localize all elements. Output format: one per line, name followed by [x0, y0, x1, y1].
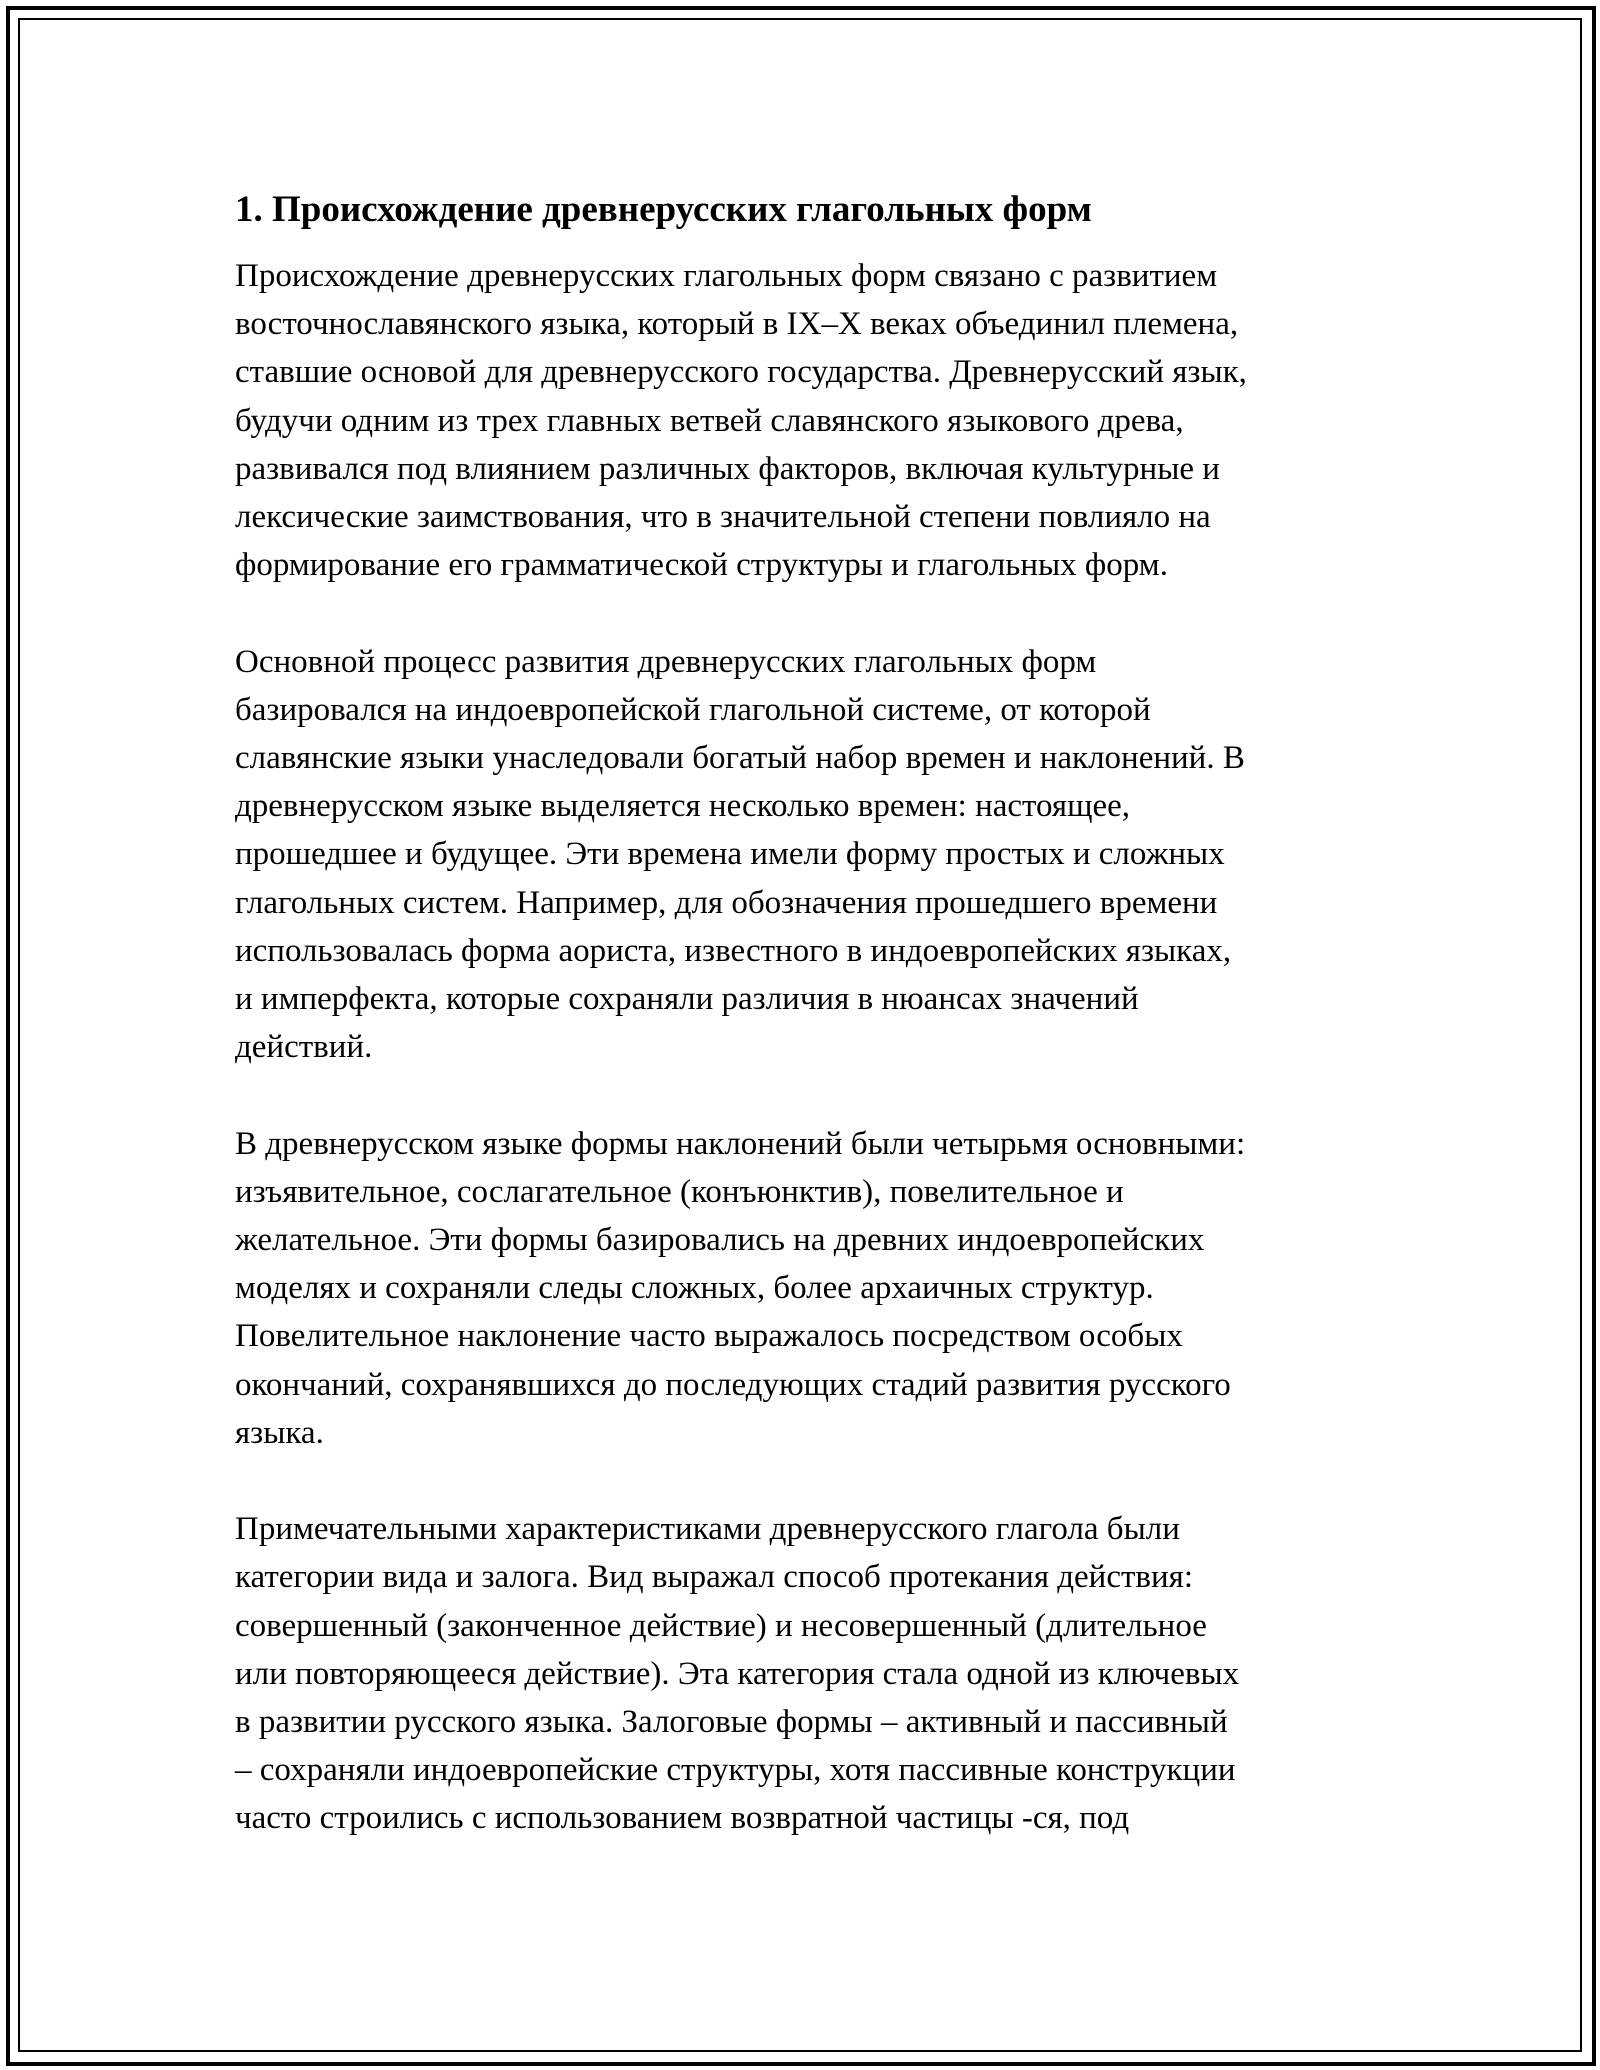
paragraph-3 [235, 1120, 1375, 1457]
text-line: окончаний, сохранявшихся до последующих стадий развития русского [235, 1366, 1231, 1403]
text-line: Примечательными характеристиками древнерусского глагола были [235, 1511, 1180, 1548]
text-line: прошедшее и будущее. Эти времена имели форму простых и сложных [235, 836, 1225, 873]
text-line: языка. [235, 1414, 324, 1451]
text-line: лексические заимствования, что в значительной степени повлияло на [235, 499, 1211, 536]
section-heading: 1. Происхождение древнерусских глагольных форм [235, 189, 1092, 230]
text-line: Основной процесс развития древнерусских глагольных форм [235, 643, 1097, 680]
text-line: древнерусском языке выделяется несколько времен: настоящее, [235, 788, 1131, 825]
text-line: в развитии русского языка. Залоговые формы – активный и пассивный [235, 1704, 1228, 1741]
paragraph-4 [235, 1505, 1375, 1842]
text-line: или повторяющееся действие). Эта категория стала одной из ключевых [235, 1655, 1240, 1692]
text-line: часто строились с использованием возвратной частицы -ся, под [235, 1800, 1130, 1837]
text-line: использовалась форма аориста, известного в индоевропейских языках, [235, 932, 1232, 969]
text-line: формирование его грамматической структуры и глагольных форм. [235, 547, 1168, 584]
text-line: желательное. Эти формы базировались на древних индоевропейских [235, 1222, 1205, 1259]
document-body [235, 186, 1375, 1891]
text-line: ставшие основой для древнерусского государства. Древнерусский язык, [235, 354, 1247, 391]
text-line: совершенный (законченное действие) и несовершенный (длительное [235, 1607, 1207, 1644]
text-line: изъявительное, сослагательное (конъюнктив), повелительное и [235, 1173, 1124, 1210]
text-line: категории вида и залога. Вид выражал способ протекания действия: [235, 1559, 1193, 1596]
text-line: будучи одним из трех главных ветвей славянского языкового древа, [235, 402, 1184, 439]
text-line: развивался под влиянием различных факторов, включая культурные и [235, 450, 1220, 487]
text-line: действий. [235, 1029, 373, 1066]
text-line: – сохраняли индоевропейские структуры, хотя пассивные конструкции [235, 1752, 1236, 1789]
text-line: Повелительное наклонение часто выражалось посредством особых [235, 1318, 1183, 1355]
text-line: Происхождение древнерусских глагольных форм связано с развитием [235, 258, 1218, 294]
text-line: восточнославянского языка, который в IX–X веках объединил племена, [235, 306, 1239, 343]
text-line: глагольных систем. Например, для обозначения прошедшего времени [235, 884, 1218, 921]
paragraph-1 [235, 252, 1375, 589]
paragraph-2 [235, 638, 1375, 1072]
text-line: моделях и сохраняли следы сложных, более архаичных структур. [235, 1270, 1154, 1307]
text-line: славянские языки унаследовали богатый набор времен и наклонений. В [235, 740, 1245, 777]
text-line: и имперфекта, которые сохраняли различия в нюансах значений [235, 981, 1139, 1018]
text-line: В древнерусском языке формы наклонений были четырьмя основными: [235, 1125, 1246, 1162]
text-line: базировался на индоевропейской глагольной системе, от которой [235, 691, 1151, 728]
